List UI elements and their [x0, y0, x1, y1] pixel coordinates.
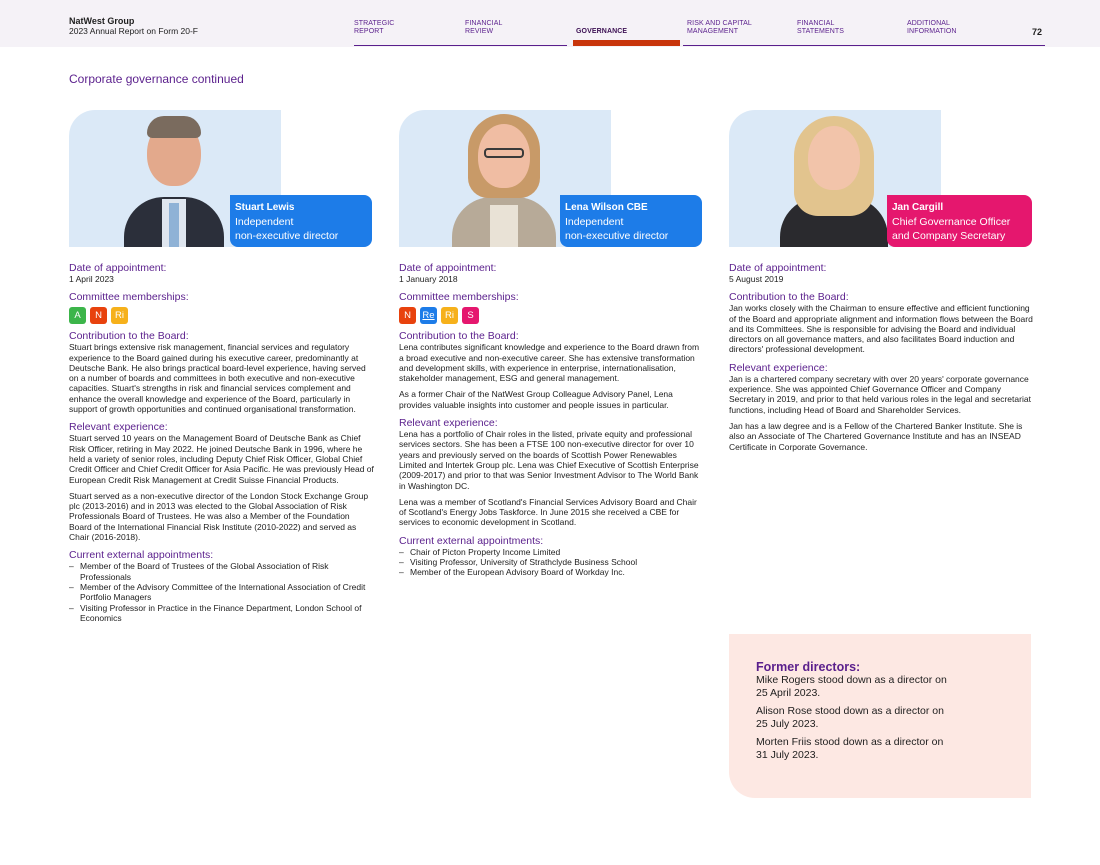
experience-text: Jan is a chartered company secretary with over 20 years' corporate governance experience. She was appointed Chief Governance Officer and Company Secretary in 2019, and prior to that held various roles in the legal and secretariat functions, including Head of Board and Shareholder Services.	[729, 373, 1031, 415]
external-appointments-list	[399, 547, 704, 578]
former-directors-box	[729, 634, 1031, 798]
appointment-date: 5 August 2019	[729, 274, 784, 284]
date-heading: Date of appointment:	[69, 262, 167, 274]
experience-heading: Relevant experience:	[729, 361, 828, 374]
committee-badge-nominations: N	[90, 307, 107, 324]
appointment-date: 1 April 2023	[69, 274, 114, 284]
director-role: non-executive director	[565, 230, 669, 242]
appointment-date: 1 January 2018	[399, 274, 458, 284]
nav-additional-information[interactable]: ADDITIONAL INFORMATION	[907, 20, 957, 35]
former-director-item: Alison Rose stood down as a director on 25 July 2023.	[756, 705, 944, 730]
page-header	[0, 0, 1100, 47]
external-appointments-list	[69, 561, 374, 623]
list-item: – Member of the Advisory Committee of the International Association of Credit Portfolio Managers	[69, 582, 374, 603]
director-name: Jan Cargill	[892, 202, 944, 213]
director-role: Independent	[235, 216, 294, 228]
page-number: 72	[1032, 27, 1043, 37]
former-director-item: Morten Friis stood down as a director on 31 July 2023.	[756, 736, 944, 761]
contribution-heading: Contribution to the Board:	[69, 330, 189, 343]
list-item: – Member of the Board of Trustees of the Global Association of Risk Professionals	[69, 561, 374, 582]
nav-governance[interactable]: GOVERNANCE	[576, 28, 628, 35]
name-card	[560, 195, 702, 247]
former-directors-heading: Former directors:	[756, 660, 861, 674]
director-role: Independent	[565, 216, 624, 228]
nav-divider	[354, 45, 567, 46]
committee-badge-risk: Ri	[111, 307, 128, 324]
contribution-heading: Contribution to the Board:	[399, 330, 519, 343]
director-name: Lena Wilson CBE	[565, 202, 648, 213]
experience-text: Lena was a member of Scotland's Financial Services Advisory Board and Chair of Scotland's Energy Jobs Taskforce. In June 2015 she received a CBE for services to economic development in Scotland.	[399, 496, 697, 528]
nav-divider	[683, 45, 1045, 46]
section-title: Corporate governance continued	[69, 72, 244, 86]
experience-text: Stuart served as a non-executive director of the London Stock Exchange Group plc (2013-2016) and in 2013 was elected to the Global Association of Risk Professionals Board of Trustees. He was also a Member of the Foundation Board of the International Financial Risk Institute (2010-2022) and served as Chair (2016-2018).	[69, 490, 369, 543]
committee-badges	[69, 307, 374, 324]
contribution-text: Lena contributes significant knowledge and experience to the Board drawn from a broad executive and non-executive career. She has extensive transformation and development skills, with experience in enterprise, internationalisation, stakeholder management, ESG and general management.	[399, 342, 700, 384]
list-item: – Chair of Picton Property Income Limited	[399, 547, 704, 557]
experience-heading: Relevant experience:	[399, 417, 498, 430]
experience-text: Jan has a law degree and is a Fellow of the Chartered Banker Institute. She is also an Associate of The Chartered Governance Institute and has an INSEAD Certificate in Corporate Governance.	[729, 420, 1023, 452]
committee-badge-remuneration: Re	[420, 307, 437, 324]
experience-text: Lena has a portfolio of Chair roles in the listed, private equity and professional services sectors. She has been a FTSE 100 non-executive director for over 10 years and previously served on the boards of Scottish Power Renewables Limited and Intertek Group plc. Lena was Chief Executive of Scottish Enterprise (2009-2017) and prior to that was Senior Investment Advisor to The World Bank in Washington DC.	[399, 429, 699, 491]
contribution-heading: Contribution to the Board:	[729, 291, 849, 304]
director-role: Chief Governance Officer	[892, 216, 1011, 228]
brand-name: NatWest Group	[69, 16, 135, 26]
name-card	[887, 195, 1032, 247]
contribution-text: As a former Chair of the NatWest Group Colleague Advisory Panel, Lena provides valuable insights into customer and people issues in particular.	[399, 389, 673, 410]
nav-risk-capital[interactable]: RISK AND CAPITAL MANAGEMENT	[687, 20, 752, 35]
list-item: – Member of the European Advisory Board of Workday Inc.	[399, 567, 704, 577]
nav-financial-statements[interactable]: FINANCIAL STATEMENTS	[797, 20, 845, 35]
director-role: non-executive director	[235, 230, 339, 242]
committee-badges	[399, 307, 704, 324]
brand-block	[69, 16, 198, 37]
date-heading: Date of appointment:	[399, 262, 497, 274]
list-item: – Visiting Professor, University of Strathclyde Business School	[399, 557, 704, 567]
nav-active-indicator	[573, 40, 680, 46]
contribution-text: Stuart brings extensive risk management, financial services and regulatory experience to the Board gained during his executive career, predominantly at Deutsche Bank. He also brings practical board-level experience, having served on a number of boards and committees in both executive and non-executive capacities. Stuart's strengths in risk and financial services complement and enhance the overall knowledge and experience of the Board, particularly in support of growth opportunities and continued organisational transformation.	[69, 342, 366, 415]
committee-badge-nominations: N	[399, 307, 416, 324]
contribution-text: Jan works closely with the Chairman to ensure effective and efficient functioning of the Board and appropriate alignment and information flows between the Board and its Committees. She is responsible for advising the Board and individual directors on all governance matters, and also facilitates Board induction and directors' professional development.	[729, 303, 1033, 355]
former-director-item: Mike Rogers stood down as a director on 25 April 2023.	[756, 674, 947, 699]
committee-badge-risk: Ri	[441, 307, 458, 324]
director-role: and Company Secretary	[892, 230, 1006, 242]
committee-badge-sustainable: S	[462, 307, 479, 324]
report-subtitle: 2023 Annual Report on Form 20-F	[69, 26, 198, 36]
committee-heading: Committee memberships:	[399, 291, 519, 304]
list-item: – Visiting Professor in Practice in the Finance Department, London School of Economics	[69, 603, 374, 624]
nav-strategic-report[interactable]: STRATEGIC REPORT	[354, 20, 395, 35]
experience-heading: Relevant experience:	[69, 421, 168, 434]
committee-heading: Committee memberships:	[69, 291, 189, 304]
external-heading: Current external appointments:	[69, 549, 214, 562]
date-heading: Date of appointment:	[729, 262, 827, 274]
nav-financial-review[interactable]: FINANCIAL REVIEW	[465, 20, 503, 35]
committee-badge-audit: A	[69, 307, 86, 324]
external-heading: Current external appointments:	[399, 534, 544, 547]
name-card	[230, 195, 372, 247]
experience-text: Stuart served 10 years on the Management Board of Deutsche Bank as Chief Risk Officer, retiring in May 2022. He joined Deutsche Bank in 1996, where he held a variety of senior roles, including Deputy Chief Risk Officer, Global Chief Credit Officer and Chief Credit Officer for Asia Pacific. He was previously Head of European Credit Risk Management at Credit Suisse Financial Products.	[69, 433, 374, 485]
director-name: Stuart Lewis	[235, 202, 295, 213]
